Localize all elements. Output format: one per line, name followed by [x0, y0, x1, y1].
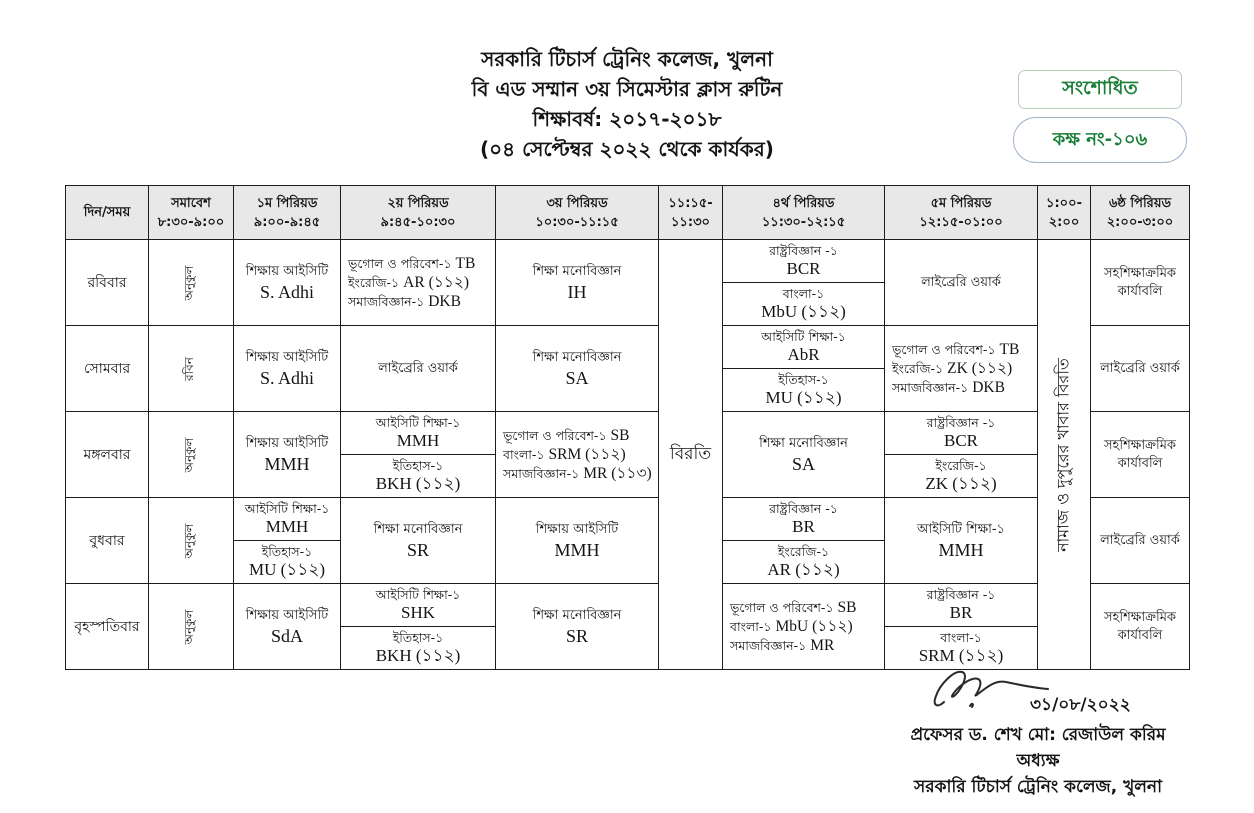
- cell-text: লাইব্রেরি ওয়ার্ক: [921, 274, 1001, 290]
- cell-text: [885, 454, 1037, 497]
- period-cell: [723, 326, 885, 412]
- period-cell: [723, 240, 885, 326]
- cell-text: MU (১১২): [248, 560, 326, 579]
- cell-text: ইংরেজি-১: [348, 275, 400, 290]
- cell-text: MR (১১৩): [583, 465, 652, 482]
- period-cell: [341, 326, 496, 412]
- period-cell: [341, 498, 496, 584]
- cell-text: ৩য় পিরিয়ড: [546, 195, 608, 211]
- cell-text: [341, 454, 495, 497]
- cell-text: BR: [792, 517, 815, 536]
- period-cell: [1091, 412, 1190, 498]
- cell-text: [885, 412, 1037, 497]
- period-cell: [496, 584, 659, 670]
- signatory-block: [828, 722, 1248, 800]
- day-cell: রবিবার: [66, 240, 149, 326]
- cell-text: SA: [565, 367, 589, 388]
- cell-text: [234, 433, 340, 477]
- cell-text: সমাজবিজ্ঞান-১: [348, 294, 425, 309]
- revised-badge: সংশোধিত: [1018, 70, 1182, 109]
- cell-text: বাংলা-১: [730, 619, 772, 634]
- cell-text: ৬ষ্ঠ পিরিয়ড: [1108, 195, 1172, 211]
- cell-text: MMH: [554, 539, 600, 560]
- period-cell: [234, 584, 341, 670]
- signatory-name: প্রফেসর ড. শেখ মো: রেজাউল করিম: [910, 725, 1166, 745]
- cell-text: সহশিক্ষাক্রমিক কার্যাবলি: [1103, 437, 1177, 471]
- cell-text: [723, 240, 884, 282]
- cell-text: [496, 519, 658, 563]
- column-header-9: [1091, 186, 1190, 240]
- cell-text: [341, 626, 495, 669]
- cell-text: MbU (১১২): [775, 618, 853, 635]
- cell-text: TB: [455, 255, 476, 272]
- cell-text: [730, 636, 880, 655]
- cell-text: [503, 426, 654, 445]
- cell-text: ইতিহাস-১: [778, 372, 829, 387]
- cell-text: ZK (১১২): [947, 360, 1013, 377]
- signature-date: ৩১/০৮/২০২২: [1030, 695, 1131, 715]
- cell-text: ১০:৩০-১১:১৫: [535, 214, 619, 230]
- cell-text: শিক্ষায় আইসিটি: [535, 521, 619, 537]
- cell-text: সহশিক্ষাক্রমিক কার্যাবলি: [1103, 609, 1177, 643]
- cell-text: [730, 598, 880, 617]
- cell-text: IH: [567, 281, 587, 302]
- cell-text: ৫ম পিরিয়ড: [930, 195, 992, 211]
- period-cell: [341, 240, 496, 326]
- cell-text: [496, 261, 658, 305]
- column-header-1: [149, 186, 234, 240]
- assembly-duty-cell: [149, 412, 234, 498]
- cell-text: [503, 464, 654, 483]
- cell-text: [723, 282, 884, 325]
- period-cell: [723, 584, 885, 670]
- cell-text: [723, 595, 884, 658]
- cell-text: শিক্ষায় আইসিটি: [245, 435, 329, 451]
- cell-text: SA: [791, 453, 815, 474]
- routine-title: বি এড সম্মান ৩য় সিমেস্টার ক্লাস রুটিন: [471, 77, 783, 101]
- cell-text: MMH: [938, 539, 984, 560]
- cell-text: শিক্ষায় আইসিটি: [245, 607, 329, 623]
- cell-text: [496, 423, 658, 486]
- cell-text: রাষ্ট্রবিজ্ঞান -১: [926, 587, 996, 602]
- period-cell: [1091, 498, 1190, 584]
- cell-text: [885, 519, 1037, 563]
- cell-text: ৮:৩০-৯:০০: [157, 214, 225, 230]
- cell-text: [885, 337, 1037, 400]
- cell-text: শিক্ষায় আইসিটি: [245, 349, 329, 365]
- cell-text: [1091, 263, 1189, 303]
- cell-text: [341, 519, 495, 563]
- column-header-0: [66, 186, 149, 240]
- cell-text: BR: [949, 603, 973, 622]
- cell-text: আইসিটি শিক্ষা-১: [375, 587, 461, 602]
- cell-text: দিন/সময়: [83, 205, 131, 220]
- assembly-duty-cell: [149, 240, 234, 326]
- cell-text: [348, 254, 491, 273]
- cell-text: [341, 251, 495, 314]
- cell-text: আইসিটি শিক্ষা-১: [916, 521, 1005, 537]
- cell-text: সমাজবিজ্ঞান-১: [503, 466, 580, 481]
- cell-text: S. Adhi: [259, 367, 315, 388]
- cell-text: [341, 412, 495, 454]
- college-name: সরকারি টিচার্স ট্রেনিং কলেজ, খুলনা: [481, 47, 773, 71]
- cell-text: আইসিটি শিক্ষা-১: [761, 329, 846, 344]
- cell-text: AbR: [787, 345, 820, 364]
- cell-text: সহশিক্ষাক্রমিক কার্যাবলি: [1103, 265, 1177, 299]
- lunch-break-cell: [1038, 240, 1091, 670]
- cell-text: ১১:৩০-১২:১৫: [761, 214, 846, 230]
- cell-text: নামাজ ও দুপুরের খাবার বিরতি: [1053, 357, 1073, 552]
- cell-text: ভূগোল ও পরিবেশ-১: [348, 256, 452, 271]
- cell-text: SR: [406, 539, 430, 560]
- cell-text: সমাবেশ: [171, 195, 211, 211]
- cell-text: ৯:০০-৯:৪৫: [253, 214, 321, 230]
- cell-text: শিক্ষা মনোবিজ্ঞান: [532, 349, 622, 365]
- cell-text: [723, 540, 884, 583]
- cell-text: BKH (১১২): [375, 474, 461, 493]
- cell-text: [723, 368, 884, 411]
- cell-text: [503, 445, 654, 464]
- cell-text: সমাজবিজ্ঞান-১: [730, 638, 807, 653]
- cell-text: [885, 272, 1037, 294]
- period-cell: [341, 412, 496, 498]
- cell-text: DKB: [972, 379, 1005, 396]
- column-header-7: [885, 186, 1038, 240]
- cell-text: SRM (১১২): [918, 646, 1004, 665]
- cell-text: [496, 605, 658, 649]
- period-cell: [885, 412, 1038, 498]
- period-cell: [496, 326, 659, 412]
- cell-text: শিক্ষা মনোবিজ্ঞান: [759, 435, 848, 451]
- cell-text: SB: [610, 427, 630, 444]
- cell-text: MMH: [264, 453, 310, 474]
- column-header-6: [723, 186, 885, 240]
- cell-text: [234, 540, 340, 583]
- academic-year: শিক্ষাবর্ষ: ২০১৭-২০১৮: [532, 107, 722, 131]
- cell-text: [234, 498, 340, 540]
- period-cell: [885, 326, 1038, 412]
- cell-text: ইংরেজি-১: [892, 361, 944, 376]
- cell-text: [234, 261, 340, 305]
- period-cell: [1091, 326, 1190, 412]
- cell-text: ২য় পিরিয়ড: [387, 195, 449, 211]
- cell-text: [341, 358, 495, 380]
- cell-text: [1091, 607, 1189, 647]
- cell-text: TB: [999, 341, 1020, 358]
- cell-text: S. Adhi: [259, 281, 315, 302]
- cell-text: [1091, 435, 1189, 475]
- cell-text: অনুকুল: [182, 523, 196, 558]
- cell-text: [341, 584, 495, 626]
- cell-text: [348, 292, 491, 311]
- cell-text: ২:০০-৩:০০: [1106, 214, 1174, 230]
- cell-text: [1091, 358, 1189, 380]
- cell-text: BCR: [943, 431, 979, 450]
- cell-text: MMH: [265, 517, 309, 536]
- cell-text: রাষ্ট্রবিজ্ঞান -১: [769, 501, 838, 516]
- cell-text: MR: [810, 637, 835, 654]
- cell-text: ১১:১৫-: [668, 195, 713, 211]
- cell-text: শিক্ষায় আইসিটি: [245, 263, 329, 279]
- cell-text: ১ম পিরিয়ড: [256, 195, 318, 211]
- cell-text: লাইব্রেরি ওয়ার্ক: [1100, 532, 1180, 548]
- cell-text: ইতিহাস-১: [392, 630, 444, 645]
- cell-text: ইতিহাস-১: [261, 544, 313, 559]
- day-cell: বুধবার: [66, 498, 149, 584]
- cell-text: ১:০০-: [1046, 195, 1082, 211]
- cell-text: অনুকুল: [182, 437, 196, 472]
- cell-text: [723, 433, 884, 477]
- cell-text: SHK: [400, 603, 435, 622]
- period-cell: [234, 498, 341, 584]
- period-cell: [234, 412, 341, 498]
- cell-text: ইংরেজি-১: [777, 544, 830, 559]
- cell-text: SB: [837, 599, 857, 616]
- cell-text: ভূগোল ও পরিবেশ-১: [730, 600, 834, 615]
- period-cell: [885, 584, 1038, 670]
- cell-text: ২:০০: [1048, 214, 1080, 230]
- cell-text: লাইব্রেরি ওয়ার্ক: [378, 360, 458, 376]
- day-cell: বৃহস্পতিবার: [66, 584, 149, 670]
- cell-text: [723, 326, 884, 368]
- period-cell: [1091, 240, 1190, 326]
- cell-text: [348, 273, 491, 292]
- cell-text: ইতিহাস-১: [392, 458, 444, 473]
- period-cell: [885, 498, 1038, 584]
- cell-text: বাংলা-১: [940, 630, 982, 645]
- cell-text: [723, 240, 884, 325]
- period-cell: [723, 412, 885, 498]
- cell-text: BKH (১১২): [375, 646, 461, 665]
- cell-text: ১১:৩০: [671, 214, 710, 230]
- cell-text: ৪র্থ পিরিয়ড: [772, 195, 835, 211]
- cell-text: BCR: [786, 259, 821, 278]
- break-cell: বিরতি: [659, 240, 723, 670]
- cell-text: আইসিটি শিক্ষা-১: [375, 415, 461, 430]
- signatory-designation: অধ্যক্ষ: [1016, 751, 1060, 771]
- cell-text: SdA: [270, 625, 303, 646]
- period-cell: [341, 584, 496, 670]
- cell-text: SRM (১১২): [548, 446, 626, 463]
- column-header-5: [659, 186, 723, 240]
- cell-text: ভূগোল ও পরিবেশ-১: [892, 342, 996, 357]
- cell-text: [723, 498, 884, 583]
- cell-text: ভূগোল ও পরিবেশ-১: [503, 428, 607, 443]
- cell-text: রবিন: [182, 356, 196, 381]
- period-cell: [496, 412, 659, 498]
- column-header-3: [341, 186, 496, 240]
- period-cell: [496, 498, 659, 584]
- cell-text: [892, 359, 1033, 378]
- cell-text: ৯:৪৫-১০:৩০: [380, 214, 456, 230]
- cell-text: [341, 412, 495, 497]
- period-cell: [234, 240, 341, 326]
- cell-text: MbU (১১২): [761, 302, 846, 321]
- column-header-4: [496, 186, 659, 240]
- routine-table: [65, 185, 1190, 670]
- cell-text: [885, 584, 1037, 626]
- cell-text: [730, 617, 880, 636]
- cell-text: [234, 347, 340, 391]
- cell-text: ১২:১৫-০১:০০: [919, 214, 1003, 230]
- room-number-badge: কক্ষ নং-১০৬: [1013, 117, 1187, 163]
- cell-text: শিক্ষা মনোবিজ্ঞান: [373, 521, 463, 537]
- cell-text: [723, 326, 884, 411]
- period-cell: [723, 498, 885, 584]
- cell-text: শিক্ষা মনোবিজ্ঞান: [532, 263, 622, 279]
- cell-text: [496, 347, 658, 391]
- period-cell: [1091, 584, 1190, 670]
- cell-text: SR: [565, 625, 589, 646]
- cell-text: [1091, 530, 1189, 552]
- cell-text: রাষ্ট্রবিজ্ঞান -১: [769, 243, 838, 258]
- cell-text: MMH: [396, 431, 440, 450]
- cell-text: বাংলা-১: [503, 447, 545, 462]
- cell-text: বাংলা-১: [782, 286, 825, 301]
- column-header-8: [1038, 186, 1091, 240]
- period-cell: [885, 240, 1038, 326]
- period-cell: [234, 326, 341, 412]
- cell-text: [892, 340, 1033, 359]
- cell-text: AR (১১২): [767, 560, 840, 579]
- cell-text: [885, 412, 1037, 454]
- period-cell: [496, 240, 659, 326]
- day-cell: মঙ্গলবার: [66, 412, 149, 498]
- column-header-2: [234, 186, 341, 240]
- cell-text: শিক্ষা মনোবিজ্ঞান: [532, 607, 622, 623]
- cell-text: লাইব্রেরি ওয়ার্ক: [1100, 360, 1180, 376]
- signatory-institution: সরকারি টিচার্স ট্রেনিং কলেজ, খুলনা: [913, 777, 1162, 797]
- cell-text: [723, 498, 884, 540]
- cell-text: DKB: [428, 293, 461, 310]
- cell-text: রাষ্ট্রবিজ্ঞান -১: [926, 415, 996, 430]
- cell-text: MU (১১২): [765, 388, 842, 407]
- assembly-duty-cell: [149, 326, 234, 412]
- cell-text: আইসিটি শিক্ষা-১: [244, 501, 330, 516]
- cell-text: AR (১১২): [403, 274, 470, 291]
- day-cell: সোমবার: [66, 326, 149, 412]
- cell-text: ZK (১১২): [925, 474, 997, 493]
- cell-text: [885, 584, 1037, 669]
- assembly-duty-cell: [149, 498, 234, 584]
- cell-text: [892, 378, 1033, 397]
- cell-text: ইংরেজি-১: [935, 458, 987, 473]
- effective-date: (০৪ সেপ্টেম্বর ২০২২ থেকে কার্যকর): [480, 137, 774, 161]
- cell-text: [341, 584, 495, 669]
- assembly-duty-cell: [149, 584, 234, 670]
- cell-text: সমাজবিজ্ঞান-১: [892, 380, 969, 395]
- cell-text: অনুকুল: [182, 609, 196, 644]
- cell-text: [234, 605, 340, 649]
- cell-text: [234, 498, 340, 583]
- cell-text: অনুকুল: [182, 265, 196, 300]
